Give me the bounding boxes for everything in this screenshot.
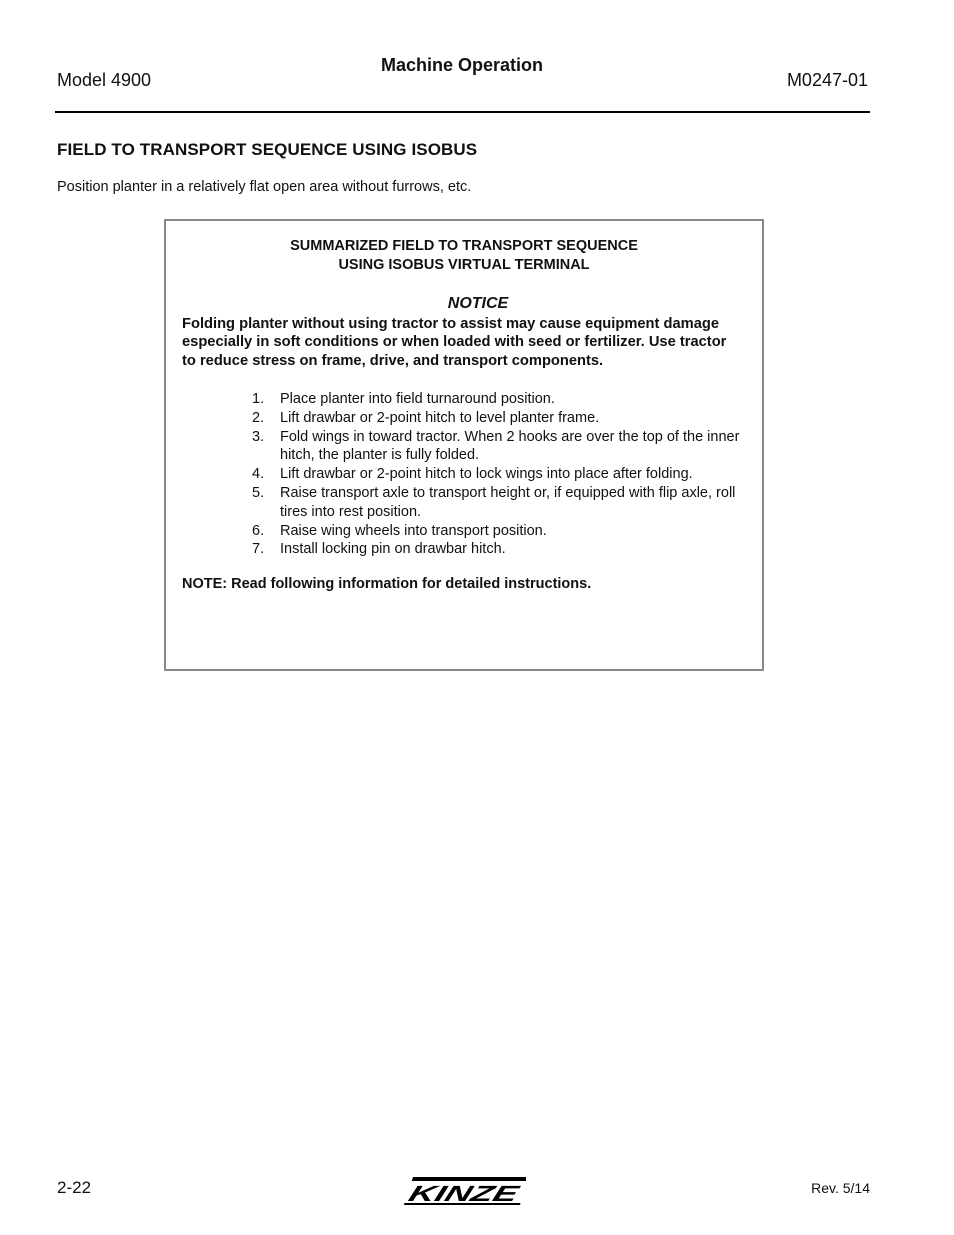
section-intro: Position planter in a relatively flat open area without furrows, etc. <box>57 179 472 195</box>
step-text: Fold wings in toward tractor. When 2 hooks are over the top of the inner hitch, the planter is fully folded. <box>280 428 740 464</box>
step-number: 2. <box>252 409 265 426</box>
step-number: 1. <box>252 391 265 407</box>
svg-text:KINZE: KINZE <box>405 1181 480 1206</box>
summary-note: NOTE: Read following information for detailed instructions. <box>182 576 592 592</box>
header-doc-number: M0247-01 <box>786 70 868 90</box>
step-text: Install locking pin on drawbar hitch. <box>280 541 506 558</box>
step-text: Raise transport axle to transport height or, if equipped with flip axle, roll tires into rest position. <box>280 484 736 520</box>
notice-line: Folding planter without using tractor to assist may cause equipment damage <box>182 316 719 332</box>
step-text: Raise wing wheels into transport position. <box>280 522 547 539</box>
list-item <box>252 428 752 466</box>
step-number: 6. <box>252 522 265 539</box>
notice-line: especially in soft conditions or when loaded with seed or fertilizer. Use tractor <box>182 334 727 350</box>
page-number: 2-22 <box>57 1178 92 1197</box>
notice-line: to reduce stress on frame, drive, and transport components. <box>182 353 604 369</box>
step-number: 3. <box>252 428 265 445</box>
list-item <box>252 409 752 428</box>
step-number: 7. <box>252 541 265 558</box>
step-text: Place planter into field turnaround position. <box>280 391 555 407</box>
summary-heading-line1: SUMMARIZED FIELD TO TRANSPORT SEQUENCE <box>290 238 638 254</box>
list-item <box>252 390 752 409</box>
list-item <box>252 484 752 522</box>
summary-box <box>164 219 764 671</box>
notice-title: NOTICE <box>447 295 509 312</box>
section-title: FIELD TO TRANSPORT SEQUENCE USING ISOBUS <box>57 140 478 159</box>
kinze-logo-icon <box>402 1174 526 1208</box>
header-chapter: Machine Operation <box>380 55 544 75</box>
header-divider <box>55 111 870 113</box>
step-text: Lift drawbar or 2-point hitch to level planter frame. <box>280 409 600 426</box>
list-item <box>252 540 752 559</box>
steps-list <box>252 390 752 559</box>
step-number: 4. <box>252 466 265 483</box>
revision-label: Rev. 5/14 <box>811 1180 870 1196</box>
step-text: Lift drawbar or 2-point hitch to lock wings into place after folding. <box>280 466 693 483</box>
list-item <box>252 522 752 541</box>
step-number: 5. <box>252 484 265 501</box>
summary-heading-line2: USING ISOBUS VIRTUAL TERMINAL <box>338 257 590 273</box>
header-model: Model 4900 <box>57 70 152 90</box>
list-item <box>252 465 752 484</box>
